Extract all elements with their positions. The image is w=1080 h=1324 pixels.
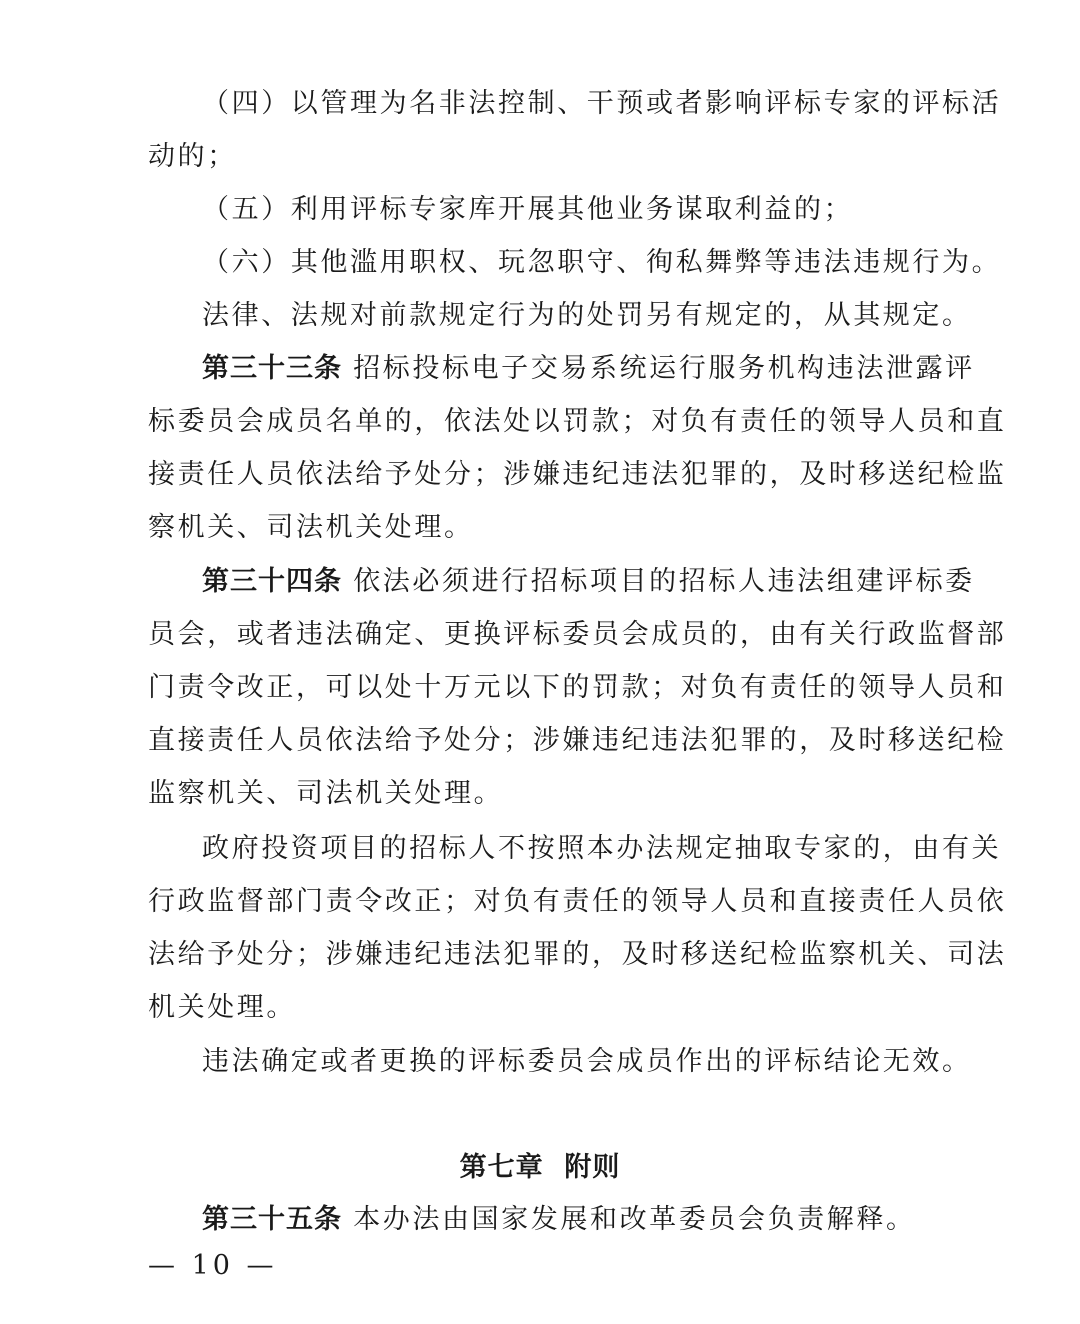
paragraph-item-4-line-2: 动的； — [148, 141, 237, 172]
paragraph-invalid-conclusion: 违法确定或者更换的评标委员会成员作出的评标结论无效。 — [202, 1046, 972, 1077]
article-33-line-1 — [202, 349, 975, 389]
article-33-line-3: 接责任人员依法给予处分；涉嫌违纪违法犯罪的，及时移送纪检监 — [148, 459, 1007, 490]
paragraph-penalty-note: 法律、法规对前款规定行为的处罚另有规定的，从其规定。 — [202, 300, 972, 331]
article-34-line-4: 直接责任人员依法给予处分；涉嫌违纪违法犯罪的，及时移送纪检 — [148, 725, 1007, 756]
article-35-line — [202, 1200, 938, 1240]
paragraph-gov-line-2: 行政监督部门责令改正；对负有责任的领导人员和直接责任人员依 — [148, 886, 1007, 917]
paragraph-gov-line-3: 法给予处分；涉嫌违纪违法犯罪的，及时移送纪检监察机关、司法 — [148, 939, 1007, 970]
article-33-line-2: 标委员会成员名单的，依法处以罚款；对负有责任的领导人员和直 — [148, 406, 1007, 437]
article-34-line-3: 门责令改正，可以处十万元以下的罚款；对负有责任的领导人员和 — [148, 672, 1007, 703]
article-33-title: 第三十三条 — [202, 353, 342, 384]
article-34-line-1 — [202, 562, 975, 602]
paragraph-item-6: （六）其他滥用职权、玩忽职守、徇私舞弊等违法违规行为。 — [202, 247, 1002, 278]
article-34-title: 第三十四条 — [202, 566, 342, 597]
paragraph-gov-line-1: 政府投资项目的招标人不按照本办法规定抽取专家的，由有关 — [202, 833, 1002, 864]
article-34-text: 依法必须进行招标项目的招标人违法组建评标委 — [353, 566, 975, 597]
article-33-text: 招标投标电子交易系统运行服务机构违法泄露评 — [353, 353, 975, 384]
paragraph-item-4-line-1: （四）以管理为名非法控制、干预或者影响评标专家的评标活 — [202, 88, 1002, 119]
page-number: — 10 — — [148, 1250, 278, 1281]
article-35-text: 本办法由国家发展和改革委员会负责解释。 — [353, 1204, 916, 1235]
article-33-line-4: 察机关、司法机关处理。 — [148, 512, 474, 543]
article-35-title: 第三十五条 — [202, 1204, 342, 1235]
paragraph-item-5: （五）利用评标专家库开展其他业务谋取利益的； — [202, 194, 854, 225]
article-34-line-5: 监察机关、司法机关处理。 — [148, 778, 504, 809]
chapter-title: 第七章 附则 — [459, 1152, 621, 1183]
paragraph-gov-line-4: 机关处理。 — [148, 992, 296, 1023]
article-34-line-2: 员会，或者违法确定、更换评标委员会成员的，由有关行政监督部 — [148, 619, 1007, 650]
